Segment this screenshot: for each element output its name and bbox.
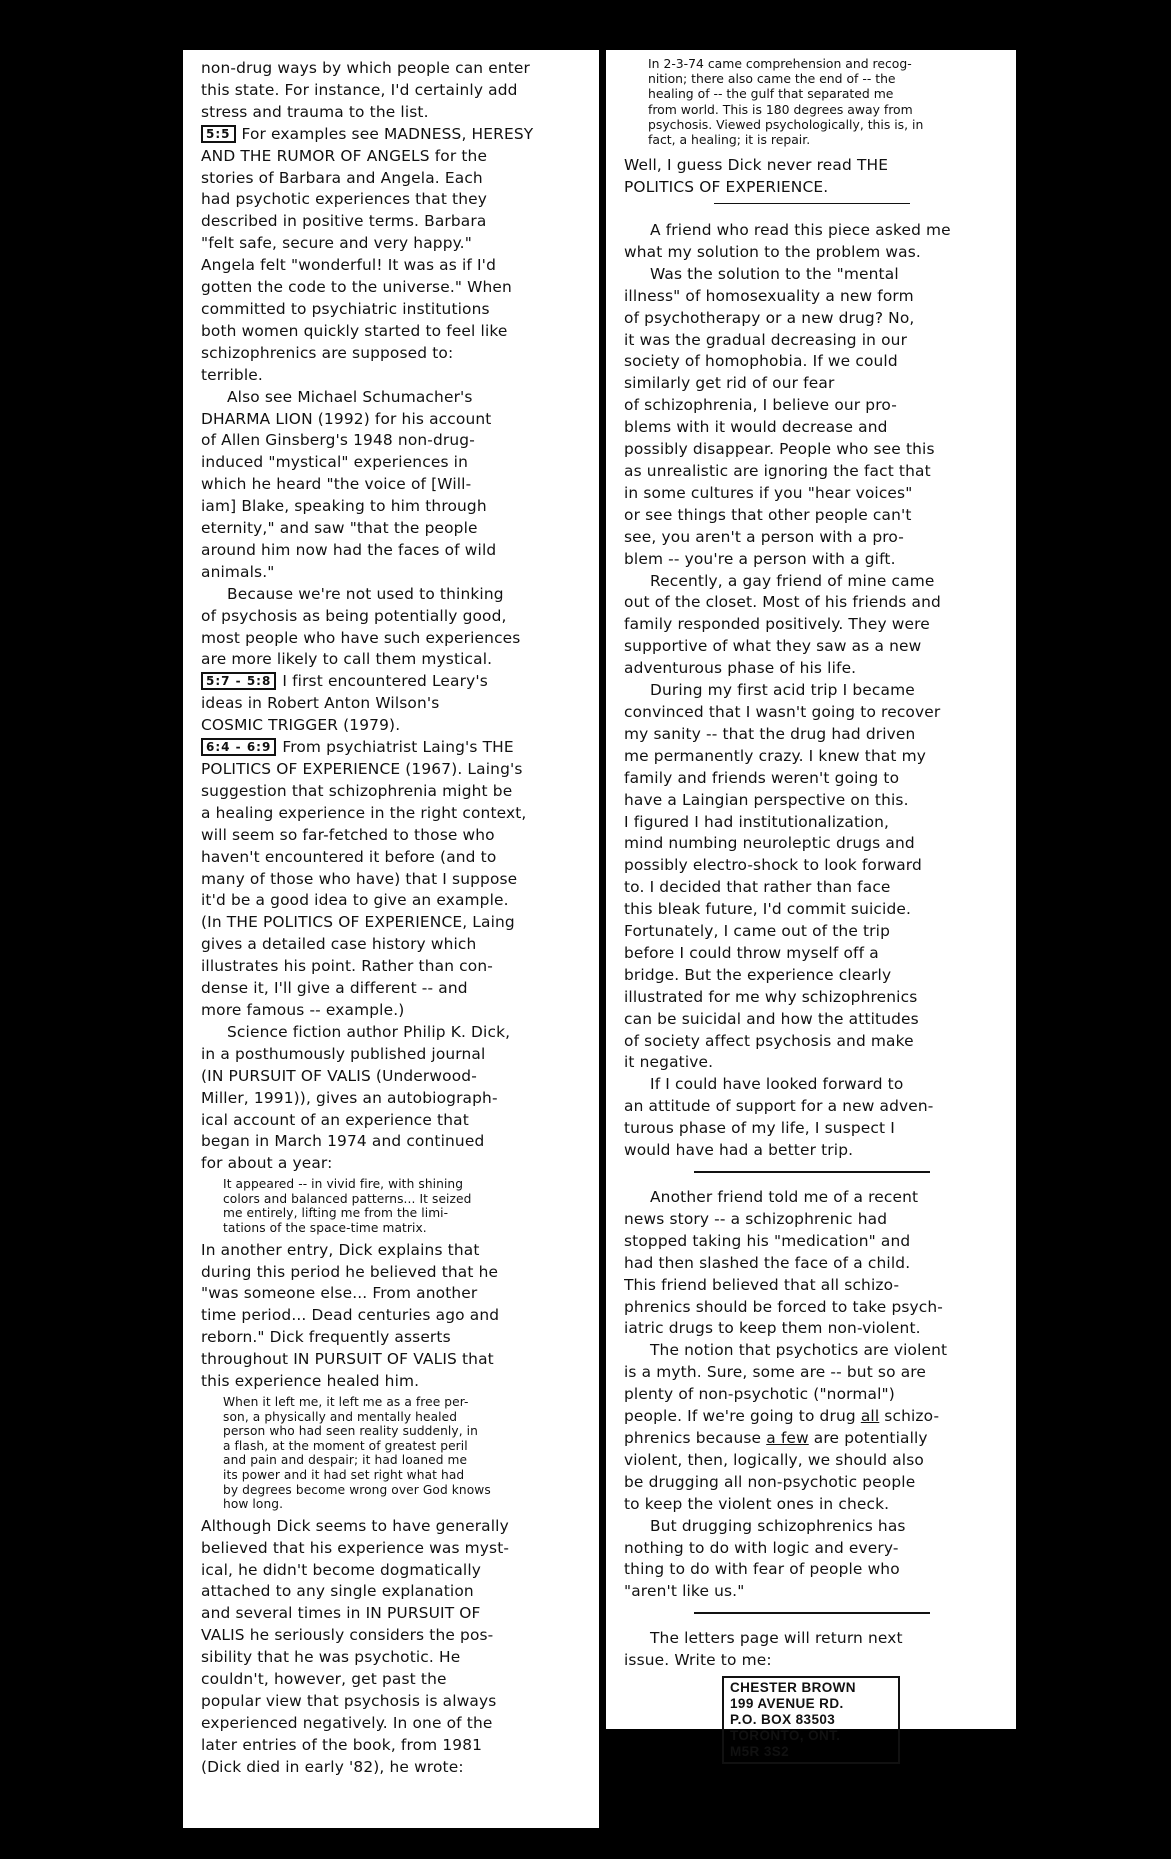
paragraph xyxy=(624,155,1000,199)
text-line: possibly electro-shock to look forward xyxy=(624,856,922,875)
text-line: This friend believed that all schizo- xyxy=(624,1275,900,1294)
text-line: is a myth. Sure, some are -- but so are xyxy=(624,1363,927,1382)
text-line: iatric drugs to keep them non-violent. xyxy=(624,1319,921,1338)
text-line: "aren't like us." xyxy=(624,1582,745,1601)
paragraph: 5:5 For examples see MADNESS, HERESY AND THE RUMOR OF ANGELS for the stories of Barbara and Angela. Each had psychotic experiences that they described in positive terms. Barbara "felt safe, secure and very happy." Angela felt "wonderful! It was as if I'd gotten the code to the universe." When committed to psychiatric institutions both women quickly started to feel like schizophrenics are supposed to: terrible. xyxy=(201,124,583,387)
text-line: experienced negatively. In one of the xyxy=(201,1713,493,1732)
paragraph: 5:7 - 5:8 I first encountered Leary's ideas in Robert Anton Wilson's COSMIC TRIGGER (1979). xyxy=(201,671,583,737)
text-line: news story -- a schizophrenic had xyxy=(624,1209,888,1228)
divider xyxy=(694,1612,930,1614)
text-line: If I could have looked forward to xyxy=(650,1075,904,1094)
text-line: POLITICS OF EXPERIENCE (1967). Laing's xyxy=(201,760,523,778)
text-line: Because we're not used to thinking xyxy=(227,584,504,603)
text-line: "was someone else... From another xyxy=(201,1284,478,1303)
text-line: I figured I had institutionalization, xyxy=(624,812,890,831)
text-line: of society affect psychosis and make xyxy=(624,1031,914,1050)
text-line: stories of Barbara and Angela. Each xyxy=(201,168,483,187)
text-line: out of the closet. Most of his friends and xyxy=(624,593,941,612)
text-line: Another friend told me of a recent xyxy=(650,1188,919,1206)
text-line: stress and trauma to the list. xyxy=(201,102,429,121)
text-line: most people who have such experiences xyxy=(201,628,521,647)
text-line: during this period he believed that he xyxy=(201,1262,499,1281)
text-line: Also see Michael Schumacher's xyxy=(227,387,473,406)
text-line: before I could throw myself off a xyxy=(624,943,879,962)
emphasis-underline: all xyxy=(860,1407,880,1426)
text-line: issue. Write to me: xyxy=(624,1651,772,1670)
text-line: couldn't, however, get past the xyxy=(201,1670,447,1689)
text-line: non-drug ways by which people can enter xyxy=(201,59,531,77)
text-line: society of homophobia. If we could xyxy=(624,352,898,371)
text-line: family and friends weren't going to xyxy=(624,768,900,787)
text-line: ical, he didn't become dogmatically xyxy=(201,1560,482,1579)
text-line: terrible. xyxy=(201,365,263,384)
text-line: by degrees become wrong over God knows xyxy=(223,1482,491,1497)
text-line: Science fiction author Philip K. Dick, xyxy=(227,1022,511,1041)
text-line: and several times in IN PURSUIT OF xyxy=(201,1604,481,1623)
paragraph xyxy=(624,1187,1000,1340)
text-line: what my solution to the problem was. xyxy=(624,242,921,261)
paragraph xyxy=(201,1516,583,1779)
text-line: an attitude of support for a new adven- xyxy=(624,1097,934,1116)
text-line: in a posthumously published journal xyxy=(201,1044,486,1063)
text-line: Well, I guess Dick never read THE xyxy=(624,156,889,175)
text-line: In 2-3-74 came comprehension and recog- xyxy=(648,56,912,71)
text-line: supportive of what they saw as a new xyxy=(624,637,922,656)
text-line: this experience healed him. xyxy=(201,1372,420,1391)
text-line: convinced that I wasn't going to recover xyxy=(624,702,941,721)
text-line: possibly disappear. People who see this xyxy=(624,440,935,459)
text-line: and pain and despair; it had loaned me xyxy=(223,1453,468,1468)
text-line: colors and balanced patterns... It seized xyxy=(223,1191,472,1206)
text-line: many of those who have) that I suppose xyxy=(201,869,518,888)
text-line: are more likely to call them mystical. xyxy=(201,650,493,669)
paragraph xyxy=(201,1240,583,1393)
text-line: from world. This is 180 degrees away from xyxy=(648,101,913,117)
text-line: blem -- you're a person with a gift. xyxy=(624,549,896,568)
text-line: turous phase of my life, I suspect I xyxy=(624,1119,895,1138)
text-line: adventurous phase of his life. xyxy=(624,659,857,678)
text-line: it'd be a good idea to give an example. xyxy=(201,891,509,910)
text-line: more famous -- example.) xyxy=(201,1000,405,1019)
text-line: as unrealistic are ignoring the fact that xyxy=(624,462,931,480)
text-line: illustrates his point. Rather than con- xyxy=(201,957,493,976)
text-line: psychosis. Viewed psychologically, this is, in xyxy=(648,116,924,132)
text-line: stopped taking his "medication" and xyxy=(624,1231,911,1250)
text-line: It appeared -- in vivid fire, with shining xyxy=(223,1177,464,1192)
block-quote xyxy=(223,1177,583,1235)
text-line: plenty of non-psychotic ("normal") xyxy=(624,1385,895,1404)
text-line: for about a year: xyxy=(201,1154,333,1173)
text-line: Fortunately, I came out of the trip xyxy=(624,922,891,941)
text-line: illustrated for me why schizophrenics xyxy=(624,987,918,1006)
divider xyxy=(694,1171,930,1173)
text-line: The letters page will return next xyxy=(650,1629,903,1648)
right-text-column xyxy=(606,50,1016,1759)
text-line: of psychotherapy or a new drug? No, xyxy=(624,308,915,327)
text-line: it was the gradual decreasing in our xyxy=(624,330,908,349)
text-line: of Allen Ginsberg's 1948 non-drug- xyxy=(201,431,475,450)
text-line: POLITICS OF EXPERIENCE. xyxy=(624,178,829,197)
mailing-address-box: CHESTER BROWN 199 AVENUE RD. P.O. BOX 83503 TORONTO, ONT. M5R 3S2 xyxy=(722,1676,900,1764)
text-line: haven't encountered it before (and to xyxy=(201,847,497,866)
text-line: nition; there also came the end of -- the xyxy=(648,71,896,87)
text-line: popular view that psychosis is always xyxy=(201,1691,497,1710)
text-line: dense it, I'll give a different -- and xyxy=(201,979,468,998)
reference-tag: 5:7 - 5:8 xyxy=(201,672,276,690)
text-line: time period... Dead centuries ago and xyxy=(201,1306,500,1325)
text-line: described in positive terms. Barbara xyxy=(201,212,487,231)
text-line: thing to do with fear of people who xyxy=(624,1560,900,1579)
text-line: me permanently crazy. I knew that my xyxy=(624,746,927,765)
divider xyxy=(714,203,910,204)
text-line: began in March 1974 and continued xyxy=(201,1132,485,1151)
text-line: me entirely, lifting me from the limi- xyxy=(223,1206,449,1221)
text-line: (Dick died in early '82), he wrote: xyxy=(201,1757,464,1776)
text-line: have a Laingian perspective on this. xyxy=(624,790,909,809)
text-line: induced "mystical" experiences in xyxy=(201,453,468,472)
text-line: blems with it would decrease and xyxy=(624,418,888,437)
text-line: bridge. But the experience clearly xyxy=(624,965,892,984)
emphasis-underline: a few xyxy=(766,1428,809,1447)
paragraph: 6:4 - 6:9 From psychiatrist Laing's THE POLITICS OF EXPERIENCE (1967). Laing's suggestion that schizophrenia might be a healing experience in the right context, will seem so far-fetched to those who haven't encountered it before (and to many of those who have) that I suppose it'd be a good idea to give an example. (In THE POLITICS OF EXPERIENCE, Laing gives a detailed case history which illustrates his point. Rather than con- dense it, I'll give a different -- and more famous -- example.) xyxy=(201,737,583,1022)
paragraph xyxy=(201,387,583,584)
left-text-column xyxy=(183,50,599,1828)
text-line: eternity," and saw "that the people xyxy=(201,519,478,538)
text-line: its power and it had set right what had xyxy=(223,1467,465,1482)
text-line: AND THE RUMOR OF ANGELS for the xyxy=(201,146,488,165)
reference-tag: 5:5 xyxy=(201,125,236,143)
text-line: a healing experience in the right context, xyxy=(201,803,527,822)
paragraph: The notion that psychotics are violent is a myth. Sure, some are -- but so are plenty of non-psychotic ("normal") people. If we're going to drug all schizo- phrenics because a few are potentially violent, then, logically, we should also be drugging all non-psychotic people to keep the violent ones in check. xyxy=(624,1340,1000,1515)
text-line: "felt safe, secure and very happy." xyxy=(201,234,472,253)
paragraph xyxy=(201,584,583,672)
block-quote xyxy=(648,56,1000,147)
text-line: throughout IN PURSUIT OF VALIS that xyxy=(201,1350,494,1369)
text-line: fact, a healing; it is repair. xyxy=(648,132,811,148)
text-line: suggestion that schizophrenia might be xyxy=(201,781,513,800)
text-line: phrenics should be forced to take psych- xyxy=(624,1297,944,1316)
paragraph xyxy=(624,571,1000,681)
text-line: animals." xyxy=(201,562,275,581)
reference-tag: 6:4 - 6:9 xyxy=(201,738,276,756)
text-line: around him now had the faces of wild xyxy=(201,540,497,559)
text-line: (IN PURSUIT OF VALIS (Underwood- xyxy=(201,1066,477,1085)
text-line: A friend who read this piece asked me xyxy=(650,221,951,240)
text-line: The notion that psychotics are violent xyxy=(650,1341,948,1360)
paragraph xyxy=(624,1516,1000,1604)
text-line: to keep the violent ones in check. xyxy=(624,1494,890,1513)
text-line: In another entry, Dick explains that xyxy=(201,1240,480,1259)
text-line: will seem so far-fetched to those who xyxy=(201,825,495,844)
text-line: this state. For instance, I'd certainly add xyxy=(201,80,518,99)
text-line: tations of the space-time matrix. xyxy=(223,1221,427,1235)
text-line: iam] Blake, speaking to him through xyxy=(201,497,487,516)
text-line: to. I decided that rather than face xyxy=(624,878,891,897)
text-line: schizophrenics are supposed to: xyxy=(201,343,454,362)
text-line: Miller, 1991)), gives an autobiograph- xyxy=(201,1088,498,1107)
text-line: COSMIC TRIGGER (1979). xyxy=(201,716,401,735)
text-line: be drugging all non-psychotic people xyxy=(624,1472,916,1491)
text-line: which he heard "the voice of [Will- xyxy=(201,475,472,494)
text-line: Was the solution to the "mental xyxy=(650,264,899,283)
text-line: During my first acid trip I became xyxy=(650,681,915,700)
text-line: But drugging schizophrenics has xyxy=(650,1516,906,1535)
text-line: illness" of homosexuality a new form xyxy=(624,286,914,305)
text-line: gives a detailed case history which xyxy=(201,935,477,954)
text-line: ideas in Robert Anton Wilson's xyxy=(201,694,440,713)
text-line: (In THE POLITICS OF EXPERIENCE, Laing xyxy=(201,913,515,932)
text-line: reborn." Dick frequently asserts xyxy=(201,1328,451,1347)
paragraph xyxy=(624,1074,1000,1162)
text-line: mind numbing neuroleptic drugs and xyxy=(624,834,915,853)
paragraph xyxy=(201,58,583,124)
text-line: would have had a better trip. xyxy=(624,1141,854,1160)
text-line: son, a physically and mentally healed xyxy=(223,1409,458,1424)
text-line: VALIS he seriously considers the pos- xyxy=(201,1626,494,1645)
text-line: had psychotic experiences that they xyxy=(201,190,488,209)
text-line: or see things that other people can't xyxy=(624,505,912,524)
text-line: person who had seen reality suddenly, in xyxy=(223,1424,478,1439)
text-line: of psychosis as being potentially good, xyxy=(201,606,507,625)
text-line: in some cultures if you "hear voices" xyxy=(624,483,913,502)
paragraph xyxy=(624,264,1000,571)
text-line: can be suicidal and how the attitudes xyxy=(624,1009,919,1028)
text-line: Although Dick seems to have generally xyxy=(201,1516,509,1535)
text-line: my sanity -- that the drug had driven xyxy=(624,724,916,743)
text-line: later entries of the book, from 1981 xyxy=(201,1735,483,1754)
text-line: violent, then, logically, we should also xyxy=(624,1450,924,1469)
text-line: believed that his experience was myst- xyxy=(201,1538,510,1557)
text-line: see, you aren't a person with a pro- xyxy=(624,527,904,546)
text-line: Recently, a gay friend of mine came xyxy=(650,571,935,590)
text-line: family responded positively. They were xyxy=(624,615,930,634)
paragraph xyxy=(624,680,1000,1074)
text-line: both women quickly started to feel like xyxy=(201,321,508,340)
paragraph xyxy=(201,1022,583,1175)
text-line: it negative. xyxy=(624,1053,714,1072)
text-line: of schizophrenia, I believe our pro- xyxy=(624,396,897,415)
paragraph xyxy=(624,1628,1000,1672)
text-line: sibility that he was psychotic. He xyxy=(201,1648,461,1667)
text-line: how long. xyxy=(223,1497,284,1512)
text-line: healing of -- the gulf that separated me xyxy=(648,86,894,102)
text-line: a flash, at the moment of greatest peril xyxy=(223,1438,468,1453)
text-line: ical account of an experience that xyxy=(201,1110,469,1129)
text-line: had then slashed the face of a child. xyxy=(624,1253,911,1272)
paragraph xyxy=(624,220,1000,264)
text-line: Angela felt "wonderful! It was as if I'd xyxy=(201,256,496,275)
text-line: this bleak future, I'd commit suicide. xyxy=(624,900,912,919)
text-line: attached to any single explanation xyxy=(201,1582,474,1601)
text-line: DHARMA LION (1992) for his account xyxy=(201,409,492,428)
block-quote xyxy=(223,1395,583,1512)
text-line: similarly get rid of our fear xyxy=(624,374,835,393)
text-line: nothing to do with logic and every- xyxy=(624,1538,899,1557)
text-line: gotten the code to the universe." When xyxy=(201,278,512,297)
text-line: committed to psychiatric institutions xyxy=(201,299,490,318)
text-line: When it left me, it left me as a free per- xyxy=(223,1394,469,1409)
